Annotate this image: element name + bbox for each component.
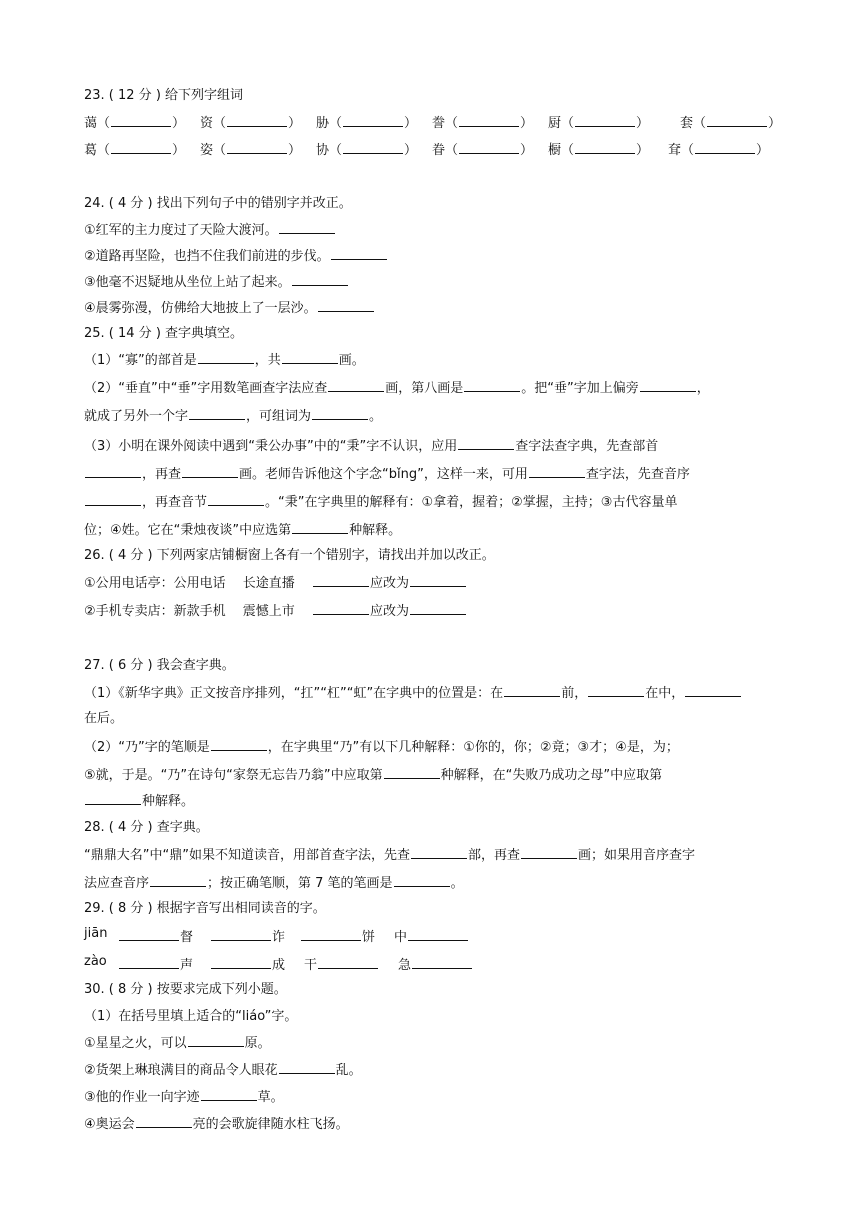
q23-cell: 协（ ） [316, 139, 417, 158]
answer-blank[interactable] [313, 601, 369, 615]
q26-item1: ①公用电话亭：公用电话 长途直播 应改为 [84, 573, 780, 594]
q25-part2-line1: （2）“垂直”中“垂”字用数笔画查字法应查 画，第八画是 。把“垂”字加上偏旁 ， [84, 378, 780, 399]
answer-blank[interactable] [282, 350, 338, 364]
q23-cell: 眷（ ） [432, 139, 533, 158]
q23-cell: 套（ ） [680, 112, 781, 131]
answer-blank[interactable] [459, 140, 519, 154]
q27-part1-line2: 在后。 [84, 711, 124, 726]
answer-blank[interactable] [119, 927, 179, 941]
q29-cell: 督 [118, 926, 193, 945]
answer-blank[interactable] [504, 683, 560, 697]
answer-blank[interactable] [410, 601, 466, 615]
answer-blank[interactable] [459, 113, 519, 127]
q28-line1: “鼎鼎大名”中“鼎”如果不知道读音，用部首查字法，先查 部，再查 画；如果用音序查字 [84, 845, 780, 866]
answer-blank[interactable] [279, 1060, 335, 1074]
answer-blank[interactable] [394, 873, 450, 887]
answer-blank[interactable] [707, 113, 767, 127]
q30-item: ④奥运会 亮的会歌旋律随水柱飞扬。 [84, 1114, 780, 1135]
answer-blank[interactable] [685, 683, 741, 697]
q29-cell: 声 [118, 954, 193, 973]
answer-blank[interactable] [292, 272, 348, 286]
answer-blank[interactable] [521, 845, 577, 859]
answer-blank[interactable] [318, 298, 374, 312]
q29-cell: 中 [394, 926, 469, 945]
answer-blank[interactable] [301, 927, 361, 941]
answer-blank[interactable] [198, 350, 254, 364]
q23-cell: 厨（ ） [548, 112, 649, 131]
answer-blank[interactable] [313, 573, 369, 587]
q25-part3-line4: 位；④姓。它在“秉烛夜谈”中应选第 种解释。 [84, 520, 780, 541]
q30-item: ②货架上琳琅满目的商品令人眼花 乱。 [84, 1060, 780, 1081]
answer-blank[interactable] [343, 140, 403, 154]
q28-header: 28. ( 4 分 ) 查字典。 [84, 820, 209, 835]
q24-header: 24. ( 4 分 ) 找出下列句子中的错别字并改正。 [84, 196, 352, 211]
q30-item: ①星星之火，可以 原。 [84, 1033, 780, 1054]
answer-blank[interactable] [227, 113, 287, 127]
q29-cell: 诈 [210, 926, 285, 945]
answer-blank[interactable] [279, 220, 335, 234]
answer-blank[interactable] [189, 406, 245, 420]
q24-item: ③他毫不迟疑地从坐位上站了起来。 [84, 272, 780, 293]
q23-cell: 资（ ） [200, 112, 301, 131]
q27-part2-line3: 种解释。 [84, 791, 780, 812]
answer-blank[interactable] [119, 955, 179, 969]
answer-blank[interactable] [111, 113, 171, 127]
answer-blank[interactable] [464, 378, 520, 392]
q26-item2: ②手机专卖店：新款手机 震憾上市 应改为 [84, 601, 780, 622]
q29-row2 [84, 954, 784, 974]
q29-cell: 干 [304, 954, 379, 973]
answer-blank[interactable] [588, 683, 644, 697]
q27-part2-line2: ⑤就，于是。“乃”在诗句“家祭无忘告乃翁”中应取第 种解释，在“失败乃成功之母”中应取第 [84, 765, 780, 786]
answer-blank[interactable] [208, 492, 264, 506]
answer-blank[interactable] [318, 955, 378, 969]
q30-item: ③他的作业一向字迹 草。 [84, 1087, 780, 1108]
answer-blank[interactable] [343, 113, 403, 127]
q23-cell: 蔼（ ） [84, 112, 185, 131]
q28-line2: 法应查音序 ；按正确笔顺，第 7 笔的笔画是 。 [84, 873, 780, 894]
answer-blank[interactable] [384, 765, 440, 779]
q24-item: ②道路再坚险，也挡不住我们前进的步伐。 [84, 246, 780, 267]
q29-cell: 急 [398, 954, 473, 973]
q25-header: 25. ( 14 分 ) 查字典填空。 [84, 326, 244, 341]
q23-cell: 胁（ ） [316, 112, 417, 131]
answer-blank[interactable] [85, 492, 141, 506]
q27-header: 27. ( 6 分 ) 我会查字典。 [84, 658, 235, 673]
answer-blank[interactable] [85, 791, 141, 805]
q25-part2-line2: 就成了另外一个字 ，可组词为 。 [84, 406, 780, 427]
answer-blank[interactable] [312, 406, 368, 420]
answer-blank[interactable] [136, 1114, 192, 1128]
answer-blank[interactable] [328, 378, 384, 392]
q26-header: 26. ( 4 分 ) 下列两家店铺橱窗上各有一个错别字，请找出并加以改正。 [84, 548, 495, 563]
answer-blank[interactable] [292, 520, 348, 534]
answer-blank[interactable] [575, 113, 635, 127]
answer-blank[interactable] [85, 464, 141, 478]
q30-subheader: （1）在括号里填上适合的“liáo”字。 [84, 1009, 298, 1024]
answer-blank[interactable] [640, 378, 696, 392]
q27-part1-line1: （1）《新华字典》正文按音序排列，“扛”“杠”“虹”在字典中的位置是：在 前， 在中， [84, 683, 780, 704]
q25-part3-line1: （3）小明在课外阅读中遇到“秉公办事”中的“秉”字不认识，应用 查字法查字典，先查部首 [84, 436, 780, 457]
answer-blank[interactable] [331, 246, 387, 260]
q23-row2 [84, 139, 784, 159]
pinyin-label: jiān [84, 926, 108, 941]
answer-blank[interactable] [458, 436, 514, 450]
answer-blank[interactable] [201, 1087, 257, 1101]
answer-blank[interactable] [211, 955, 271, 969]
answer-blank[interactable] [408, 927, 468, 941]
answer-blank[interactable] [529, 464, 585, 478]
answer-blank[interactable] [411, 845, 467, 859]
q23-row1 [84, 112, 784, 132]
answer-blank[interactable] [150, 873, 206, 887]
q23-cell: 誊（ ） [432, 112, 533, 131]
q27-part2-line1: （2）“乃”字的笔顺是 ，在字典里“乃”有以下几种解释：①你的，你；②竟；③才；④是，为； [84, 737, 780, 758]
q29-cell: 饼 [300, 926, 375, 945]
q29-header: 29. ( 8 分 ) 根据字音写出相同读音的字。 [84, 901, 326, 916]
answer-blank[interactable] [227, 140, 287, 154]
answer-blank[interactable] [695, 140, 755, 154]
q23-cell: 葛（ ） [84, 139, 185, 158]
pinyin-label: zào [84, 954, 107, 969]
q23-cell: 耷（ ） [668, 139, 769, 158]
q24-item: ④晨雾弥漫，仿佛给大地披上了一层沙。 [84, 298, 780, 319]
q29-cell: 成 [210, 954, 285, 973]
q23-cell: 姿（ ） [200, 139, 301, 158]
q30-header: 30. ( 8 分 ) 按要求完成下列小题。 [84, 982, 287, 997]
q29-row1 [84, 926, 784, 946]
answer-blank[interactable] [575, 140, 635, 154]
q25-part3-line2: ，再查 画。老师告诉他这个字念“bǐng”，这样一来，可用 查字法，先查音序 [84, 464, 780, 485]
q25-part3-line3: ，再查音节 。“秉”在字典里的解释有：①拿着，握着；②掌握，主持；③古代容量单 [84, 492, 780, 513]
answer-blank[interactable] [182, 464, 238, 478]
answer-blank[interactable] [412, 955, 472, 969]
answer-blank[interactable] [211, 927, 271, 941]
q24-item: ①红军的主力度过了天险大渡河。 [84, 220, 780, 241]
q25-part1: （1）“寡”的部首是 ，共 画。 [84, 350, 780, 371]
answer-blank[interactable] [211, 737, 267, 751]
q23-header: 23. ( 12 分 ) 给下列字组词 [84, 88, 244, 103]
answer-blank[interactable] [188, 1033, 244, 1047]
answer-blank[interactable] [111, 140, 171, 154]
q23-cell: 橱（ ） [548, 139, 649, 158]
answer-blank[interactable] [410, 573, 466, 587]
